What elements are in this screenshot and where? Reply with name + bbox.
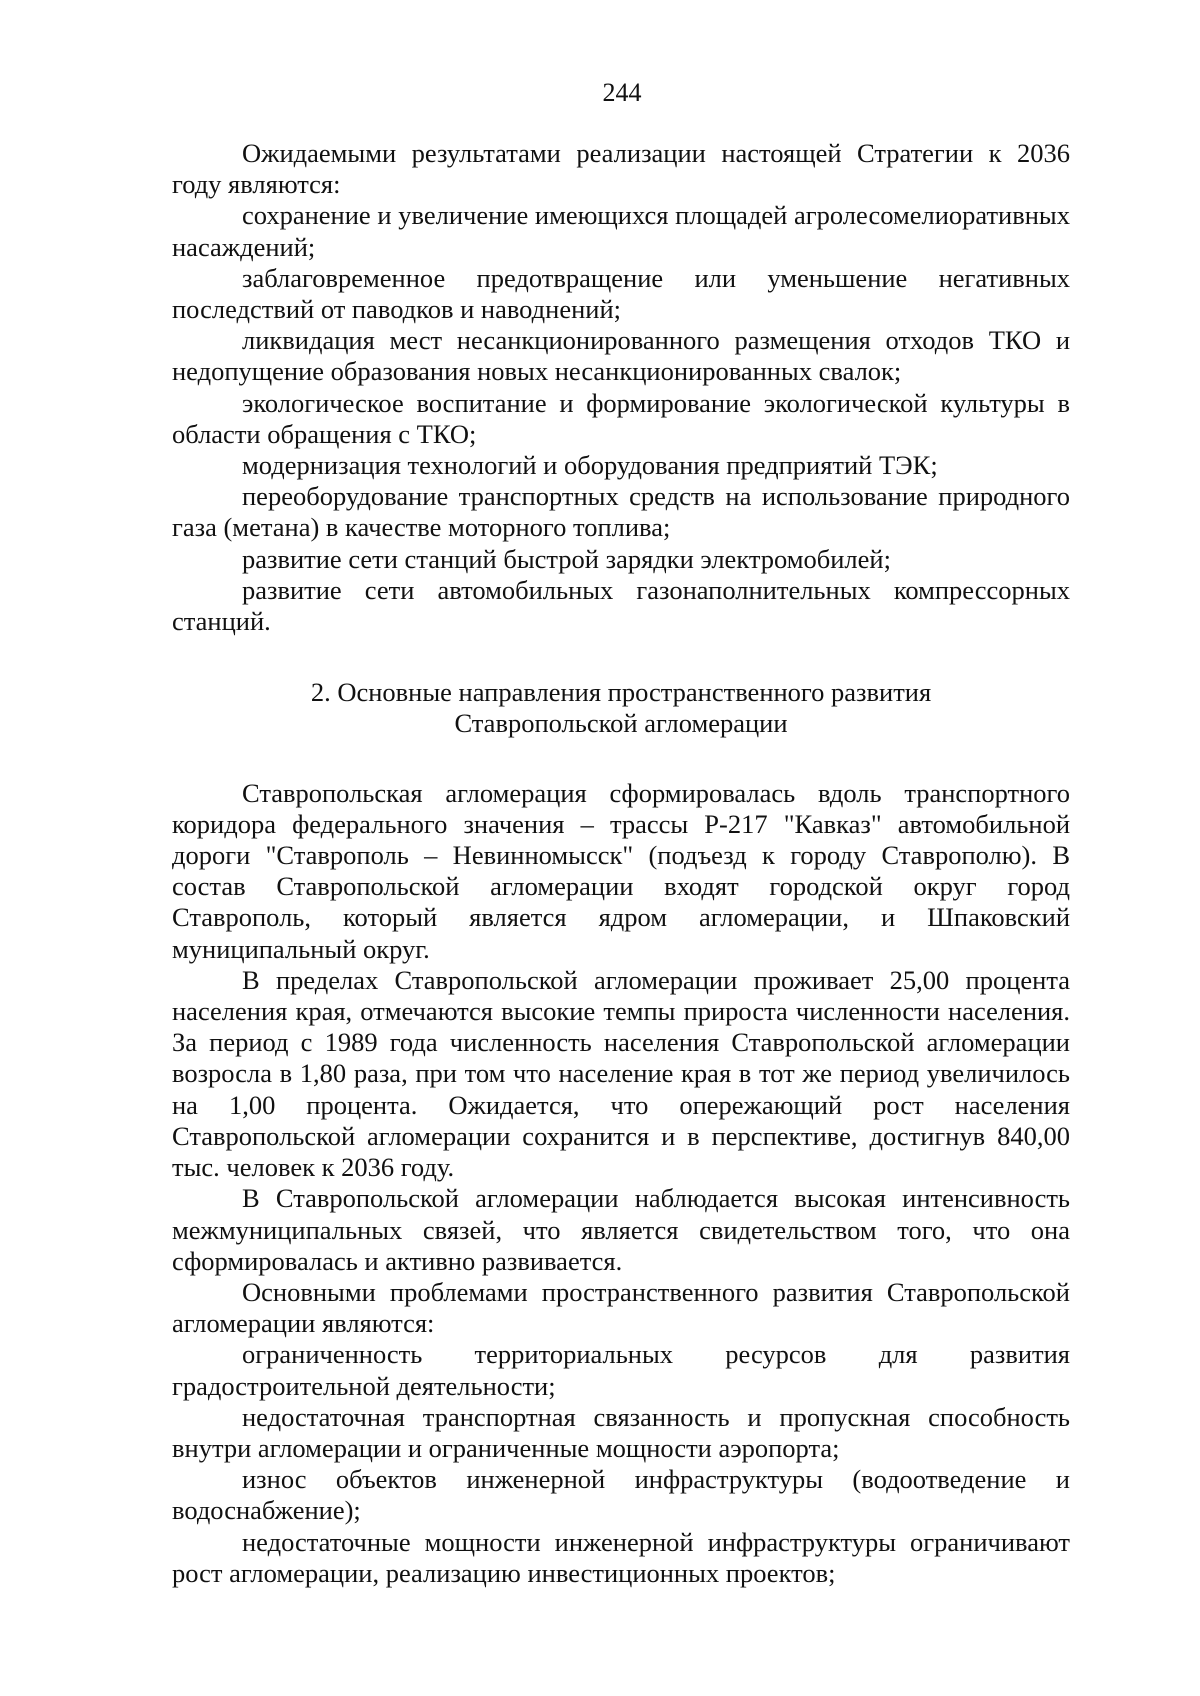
list-item: сохранение и увеличение имеющихся площадей агролесомелиоративных насаждений;	[172, 200, 1070, 262]
section-heading-line: 2. Основные направления пространственного развития	[310, 677, 932, 708]
paragraph: В Ставропольской агломерации наблюдается высокая интенсивность межмуниципальных связей, что является свидетельством того, что она сформировалась и активно развивается.	[172, 1183, 1070, 1276]
list-item: недостаточная транспортная связанность и пропускная способность внутри агломерации и ограниченные мощности аэропорта;	[172, 1401, 1070, 1463]
agglomeration-section	[172, 778, 1070, 1589]
list-item: экологическое воспитание и формирование экологической культуры в области обращения с ТКО;	[172, 387, 1070, 449]
list-item: развитие сети станций быстрой зарядки электромобилей;	[242, 543, 891, 574]
list-item: переоборудование транспортных средств на использование природного газа (метана) в качестве моторного топлива;	[172, 481, 1070, 543]
list-item: развитие сети автомобильных газонаполнительных компрессорных станций.	[172, 574, 1070, 637]
section-heading	[172, 677, 1070, 739]
page-number: 244	[602, 78, 642, 107]
list-item: заблаговременное предотвращение или уменьшение негативных последствий от паводков и наводнений;	[172, 262, 1070, 325]
list-item: недостаточные мощности инженерной инфраструктуры ограничивают рост агломерации, реализацию инвестиционных проектов;	[172, 1526, 1070, 1588]
list-item: износ объектов инженерной инфраструктуры (водоотведение и водоснабжение);	[172, 1464, 1070, 1526]
expected-results-section	[172, 138, 1070, 637]
list-item: ликвидация мест несанкционированного размещения отходов ТКО и недопущение образования новых несанкционированных свалок;	[172, 325, 1070, 387]
paragraph: В пределах Ставропольской агломерации проживает 25,00 процента населения края, отмечаются высокие темпы прироста численности населения. За период с 1989 года численность населения Ставропольской агломерации возросла в 1,80 раза, при том что население края в тот же период увеличилось на 1,00 процента. Ожидается, что опережающий рост населения Ставропольской агломерации сохранится и в перспективе, достигнув 840,00 тыс. человек к 2036 году.	[172, 964, 1070, 1183]
section-heading-line: Ставропольской агломерации	[454, 708, 788, 739]
paragraph: Ожидаемыми результатами реализации настоящей Стратегии к 2036 году являются:	[172, 138, 1070, 200]
paragraph: Основными проблемами пространственного развития Ставропольской агломерации являются:	[172, 1276, 1070, 1339]
paragraph: Ставропольская агломерация сформировалась вдоль транспортного коридора федерального значения – трассы Р-217 "Кавказ" автомобильной дороги "Ставрополь – Невинномысск" (подъезд к городу Ставрополю). В состав Ставропольской агломерации входят городской округ город Ставрополь, который является ядром агломерации, и Шпаковский муниципальный округ.	[172, 777, 1070, 964]
list-item: модернизация технологий и оборудования предприятий ТЭК;	[242, 450, 938, 481]
page-body	[172, 138, 1070, 1589]
list-item: ограниченность территориальных ресурсов для развития градостроительной деятельности;	[172, 1339, 1070, 1401]
